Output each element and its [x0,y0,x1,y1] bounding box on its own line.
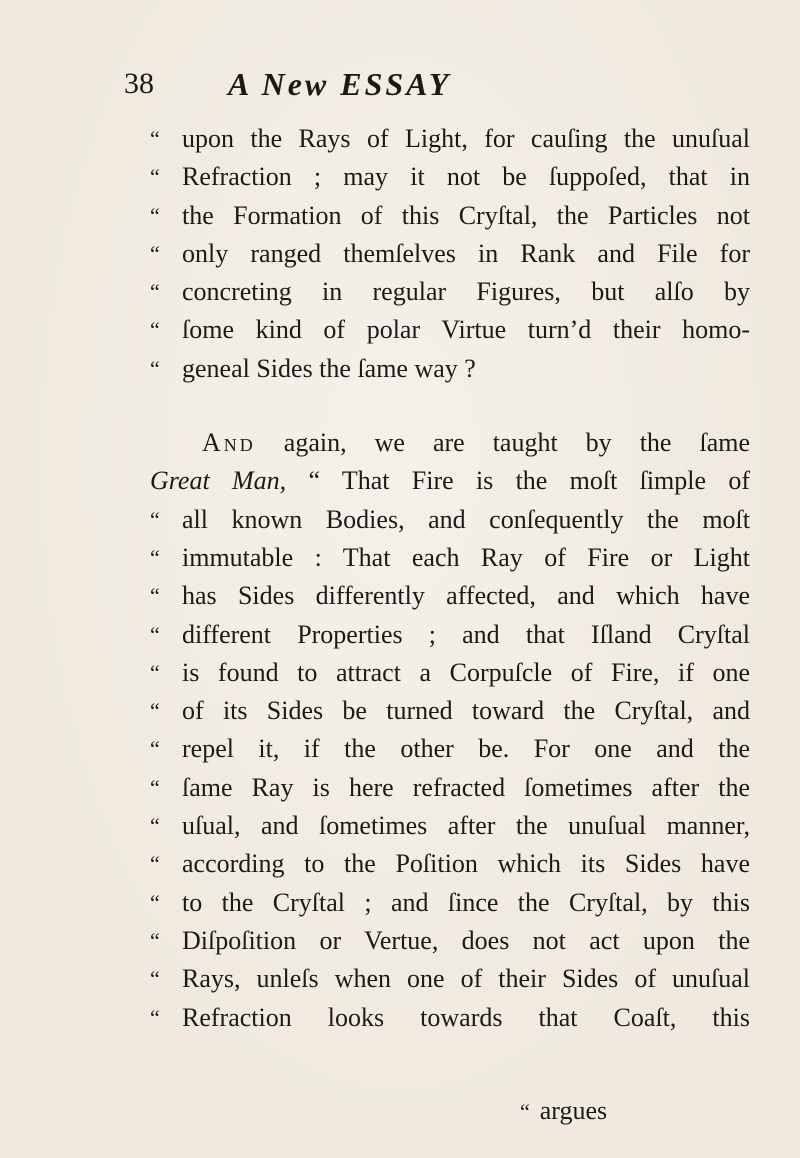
line-text [202,424,750,462]
text-line [150,197,750,235]
text-line [150,769,750,807]
quote-mark: “ [150,317,160,343]
line-text: concreting in regular Figures, but alſo by [182,277,750,307]
text-line [150,273,750,311]
line-text [150,462,750,500]
line-text: has Sides differently affected, and which have [182,581,750,611]
quote-mark: “ [150,583,160,609]
quote-mark: “ [150,927,160,953]
line-text: is found to attract a Corpuſcle of Fire, if one [182,657,750,687]
quote-mark: “ [150,621,160,647]
text-line [150,350,750,388]
quote-mark: “ [150,126,160,151]
quote-mark: “ [150,164,160,190]
line-text: upon the Rays of Light, for cauſing the unuſual [182,124,750,153]
text-line [150,539,750,577]
text-line [150,692,750,730]
line-text-rest: again, we are taught by the ſame [283,428,751,458]
line-text-rest: “ That Fire is the moſt ſimple of [308,466,750,496]
text-line [150,654,750,692]
quote-mark: “ [150,659,160,685]
text-line [150,120,750,158]
italic-phrase: Great Man, [150,466,287,496]
quote-mark: “ [150,506,160,532]
line-text: repel it, if the other be. For one and the [182,734,750,764]
text-line [150,922,750,960]
paragraph-gap [150,388,750,424]
quote-mark: “ [150,698,160,724]
quote-mark: “ [150,202,160,228]
line-text: according to the Poſition which its Sides have [182,849,750,879]
text-line [150,807,750,845]
quote-mark: “ [150,774,160,800]
body-text [150,120,750,1037]
running-head [124,64,684,104]
line-text: Rays, unleſs when one of their Sides of unuſual [182,964,750,994]
line-text: ſome kind of polar Virtue turn’d their homo- [182,315,750,345]
quote-mark: “ [150,544,160,570]
line-text: geneal Sides the ſame way ? [182,353,476,383]
line-text: of its Sides be turned toward the Cryſtal, and [182,696,750,726]
text-line [150,616,750,654]
quote-mark: “ [150,889,160,915]
text-line [150,311,750,349]
text-line [150,235,750,273]
quote-mark: “ [150,355,160,381]
paragraph-lead: And [202,428,256,458]
text-line [150,577,750,615]
quote-mark: “ [150,736,160,762]
quote-mark: “ [520,1099,530,1124]
line-text: all known Bodies, and conſequently the moſt [182,504,750,534]
running-title: A New ESSAY [228,66,452,102]
catchword [520,1092,607,1131]
line-text: Refraction looks towards that Coaſt, this [182,1002,750,1032]
line-text: the Formation of this Cryſtal, the Particles not [182,200,750,230]
line-text: only ranged themſelves in Rank and File for [182,238,750,268]
line-text: Diſpoſition or Vertue, does not act upon the [182,925,750,955]
quote-mark: “ [150,813,160,839]
line-text: ſame Ray is here refracted ſometimes after the [182,772,750,802]
quote-mark: “ [150,279,160,305]
quote-mark: “ [150,851,160,877]
quote-mark: “ [150,240,160,266]
line-text: to the Cryſtal ; and ſince the Cryſtal, by this [182,887,750,917]
text-line [150,960,750,998]
catchword-text: argues [539,1096,608,1125]
line-text: uſual, and ſometimes after the unuſual manner, [182,811,750,841]
text-line [150,999,750,1037]
text-line [150,884,750,922]
line-text: Refraction ; may it not be ſuppoſed, that in [182,162,750,192]
quote-mark: “ [150,1004,160,1030]
page-number: 38 [124,67,154,100]
text-line [150,424,750,462]
line-text: different Properties ; and that Iſland Cryſtal [182,619,750,649]
text-line [150,462,750,500]
text-line [150,845,750,883]
quote-mark: “ [150,966,160,992]
text-line [150,730,750,768]
line-text: immutable : That each Ray of Fire or Light [182,542,750,572]
text-line [150,501,750,539]
text-line [150,158,750,196]
